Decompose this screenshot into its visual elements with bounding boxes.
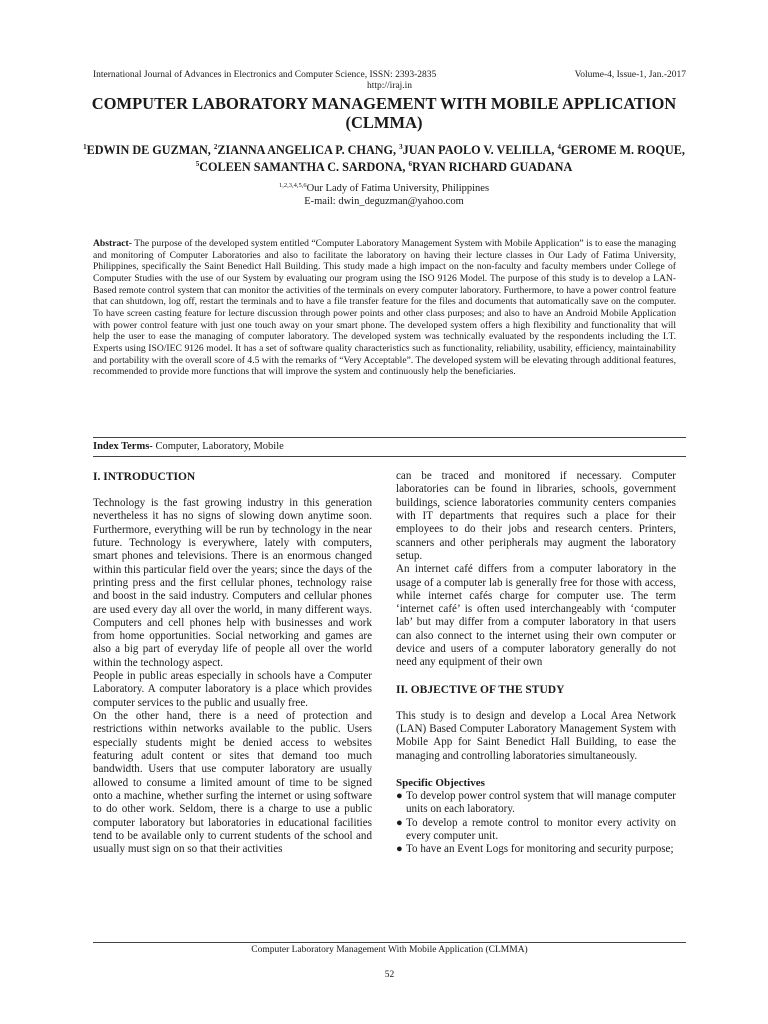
footer-title: Computer Laboratory Management With Mobile Application (CLMMA) [251, 945, 528, 955]
author-1: EDWIN DE GUZMAN, [86, 143, 214, 157]
author-3-index: 3 [399, 143, 403, 151]
affiliation-line [80, 183, 688, 196]
abstract [93, 238, 676, 378]
affiliation-index: 1,2,3,4,5,6 [278, 182, 307, 189]
paper-title: COMPUTER LABORATORY MANAGEMENT WITH MOBILE APPLICATION (CLMMA) [91, 94, 677, 132]
institution: Our Lady of Fatima University, Philippines [306, 183, 490, 194]
author-5: COLEEN SAMANTHA C. SARDONA, [199, 159, 409, 174]
journal-url: http://iraj.in [366, 81, 413, 91]
author-4-index: 4 [557, 143, 561, 151]
divider-bottom [93, 456, 686, 457]
affiliation-block [80, 183, 688, 208]
author-2: ZIANNA ANGELICA P. CHANG, [217, 143, 400, 157]
objective-item-1: To develop power control system that will manage computer units on each laboratory. [406, 789, 676, 816]
intro-paragraph-5: An internet café differs from a computer laboratory in the usage of a computer lab is generally free for those with access, while internet cafés charge for computer use. The term ‘internet café’ is often used interchangeably with ‘computer lab’ but may differ from a computer laboratory in that users can also connect to the internet using their own computer or device and users of a computer laboratory generally do not need any equipment of their own [396, 563, 676, 669]
objective-item-3: To have an Event Logs for monitoring and security purpose; [406, 843, 674, 856]
list-item [396, 817, 676, 844]
section-heading-introduction: I. INTRODUCTION [93, 471, 196, 483]
page-number: 52 [384, 970, 395, 980]
intro-paragraph-1: Technology is the fast growing industry in this generation nevertheless it has no signs of slowing down anytime soon. Furthermore, everything will be run by technology in the near future. Technology is everywhere, lately with computers, smart phones and televisions. There is an enormous changed within this particular field over the years; since the days of the printing press and the first cellular phones, technology raise and boost in the said industry. Computers and cellular phones are used every day all over the world, in many different ways. Computers and cell phones help with businesses and work from home opportunities. Social networking and games are also a big part of everyday life of people all over the world within the technology aspect. [93, 497, 372, 669]
bullet-icon: ● [396, 789, 403, 802]
volume-issue: Volume-4, Issue-1, Jan.-2017 [574, 70, 686, 80]
bullet-icon: ● [396, 843, 403, 856]
journal-name: International Journal of Advances in Electronics and Computer Science, ISSN: 2393-2835 [93, 70, 437, 80]
author-5-index: 5 [195, 159, 200, 168]
email-line: E-mail: dwin_deguzman@yahoo.com [304, 195, 464, 207]
intro-paragraph-4: can be traced and monitored if necessary. Computer laboratories can be found in libraries, schools, government buildings, science laboratories community centers companies with IT departments that requires such a place for their employees to do their jobs and research centers. Printers, scanners and other peripherals may augment the laboratory setup. [396, 470, 676, 562]
author-list [80, 142, 688, 175]
abstract-text: The purpose of the developed system entitled “Computer Laboratory Management System with Mobile Application” is to ease the managing and monitoring of Computer Laboratories and also to facilitate the laboratory on having their lecture classes in Our Lady of Fatima University, Philippines, specifically the Saint Benedict Hall Building. This study made a high impact on the non-faculty and faculty members under College of Computer Studies with the use of our System by evaluating our program using the ISO 9126 Model. The purpose of this study is to develop a LAN-Based remote control system that can monitor the activities of the terminals on every computer laboratory. Furthermore, to have a power control feature that can shutdown, log off, restart the terminals and to have a file transfer feature for the files and documents that automatically save on the computer. To have screen casting feature for lecture discussion through power points and other class purposes; and also to have an Android Mobile Application with power control feature with just one touch away on your smart phone. The developed system offers a high flexibility and functionality that will help the user to ease the managing of computer laboratory. The developed system was technically evaluated by the respondents including the I.T. Experts using ISO/IEC 9126 model. It has a set of software quality characteristics such as functionality, reliability, usability, efficiency, maintainability and portability with the overall score of 4.5 with the remarks of “Very Acceptable”. The developed system will be elevating through additional features, recommended to provide more functions that will improve the system and continuously help the beneficiaries. [93, 238, 676, 378]
index-terms [93, 441, 676, 453]
footer-divider [93, 942, 686, 943]
abstract-label: Abstract- [93, 238, 132, 249]
objective-paragraph: This study is to design and develop a Local Area Network (LAN) Based Computer Laboratory Management System with Mobile App for Saint Benedict Hall Building, to ease the managing and controlling laboratories simultaneously. [396, 709, 676, 762]
author-6-index: 6 [408, 159, 412, 168]
author-3: JUAN PAOLO V. VELILLA, [402, 143, 558, 157]
author-2-index: 2 [213, 143, 218, 151]
divider-top [93, 437, 686, 438]
author-4: GEROME M. ROQUE, [560, 143, 685, 157]
section-heading-objective: II. OBJECTIVE OF THE STUDY [396, 683, 565, 696]
specific-objectives-heading: Specific Objectives [396, 776, 485, 789]
intro-paragraph-2: People in public areas especially in schools have a Computer Laboratory. A computer laboratory is a place which provides computer services to the public and usually free. [93, 670, 372, 709]
bullet-icon: ● [396, 816, 403, 829]
author-1-index: 1 [83, 143, 87, 151]
author-6: RYAN RICHARD GUADANA [411, 159, 573, 174]
list-item [396, 843, 676, 856]
objective-item-2: To develop a remote control to monitor every activity on every computer unit. [406, 816, 676, 842]
right-column [396, 470, 676, 857]
index-terms-label: Index Terms- [93, 441, 153, 452]
list-item [396, 790, 676, 817]
intro-paragraph-3: On the other hand, there is a need of protection and restrictions within networks available to the public. Users especially students might be denied access to websites featuring adult content or sites that demand too much bandwidth. Users that use computer laboratory are usually allowed to consume a limited amount of time to be signed onto a machine, whether surfing the internet or using software to do other work. Seldom, there is a charge to use a public computer laboratory but laboratories in educational facilities tend to be available only to current students of the school and usually must sign on so that their activities [93, 710, 372, 856]
left-column [93, 470, 372, 856]
index-terms-text: Computer, Laboratory, Mobile [152, 441, 284, 452]
